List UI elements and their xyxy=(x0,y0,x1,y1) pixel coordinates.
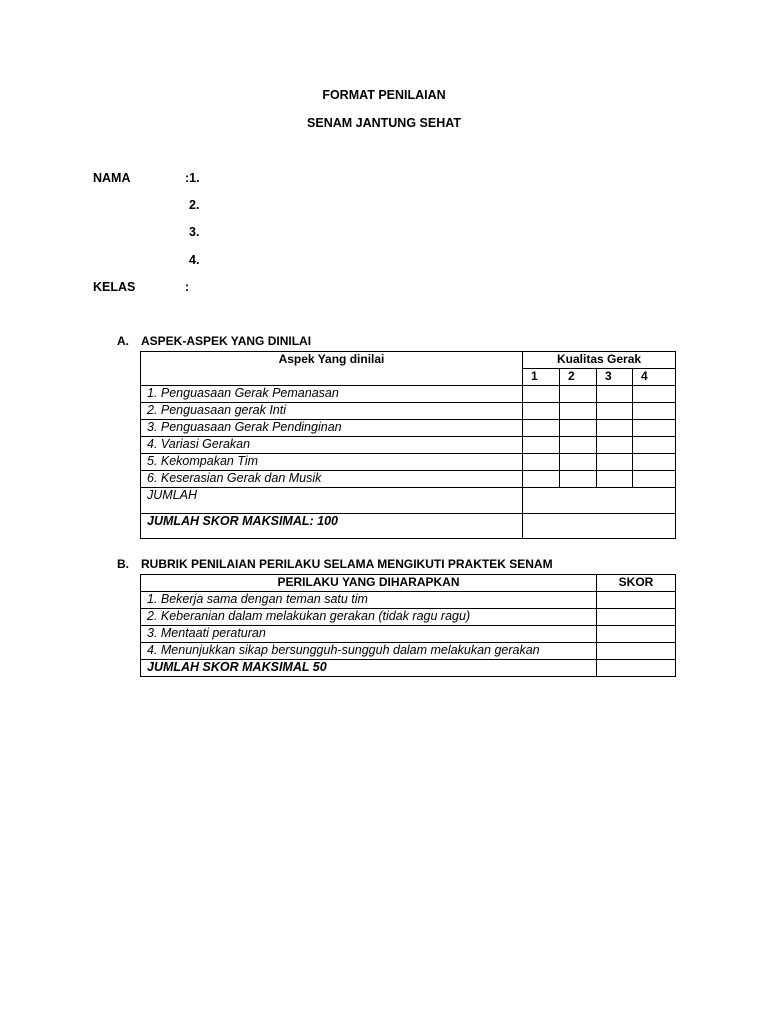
nama-member-4: 4. xyxy=(189,253,200,267)
nama-label: NAMA xyxy=(93,171,131,185)
score-cell[interactable] xyxy=(597,454,633,471)
quality-column-header: Kualitas Gerak xyxy=(523,352,676,369)
table-row xyxy=(141,626,676,643)
score-cell[interactable] xyxy=(597,420,633,437)
max-score-label-b: JUMLAH SKOR MAKSIMAL 50 xyxy=(141,660,597,677)
score-cell[interactable] xyxy=(560,437,597,454)
score-cell[interactable] xyxy=(560,386,597,403)
quality-level-4: 4 xyxy=(633,369,676,386)
kelas-label: KELAS xyxy=(93,280,136,294)
max-score-label: JUMLAH SKOR MAKSIMAL: 100 xyxy=(141,514,523,539)
score-cell[interactable] xyxy=(597,471,633,488)
score-cell[interactable] xyxy=(597,626,676,643)
score-cell[interactable] xyxy=(523,420,560,437)
section-b-title: RUBRIK PENILAIAN PERILAKU SELAMA MENGIKUTI PRAKTEK SENAM xyxy=(141,557,553,571)
aspect-item-3: 3. Penguasaan Gerak Pendinginan xyxy=(141,420,523,437)
score-cell[interactable] xyxy=(633,437,676,454)
max-score-cell[interactable] xyxy=(523,514,676,539)
aspect-item-1: 1. Penguasaan Gerak Pemanasan xyxy=(141,386,523,403)
score-cell[interactable] xyxy=(633,403,676,420)
score-cell[interactable] xyxy=(633,420,676,437)
aspect-column-header: Aspek Yang dinilai xyxy=(141,352,523,386)
behavior-column-header: PERILAKU YANG DIHARAPKAN xyxy=(141,575,597,592)
behavior-item-4: 4. Menunjukkan sikap bersungguh-sungguh dalam melakukan gerakan xyxy=(141,643,597,660)
total-cell[interactable] xyxy=(523,488,676,514)
score-cell[interactable] xyxy=(597,592,676,609)
score-cell[interactable] xyxy=(597,643,676,660)
table-row xyxy=(141,386,676,403)
score-cell[interactable] xyxy=(597,660,676,677)
aspect-item-4: 4. Variasi Gerakan xyxy=(141,437,523,454)
behavior-item-3: 3. Mentaati peraturan xyxy=(141,626,597,643)
score-cell[interactable] xyxy=(523,386,560,403)
score-cell[interactable] xyxy=(523,471,560,488)
kelas-colon: : xyxy=(185,280,190,294)
score-cell[interactable] xyxy=(560,454,597,471)
aspect-item-5: 5. Kekompakan Tim xyxy=(141,454,523,471)
score-cell[interactable] xyxy=(633,454,676,471)
score-cell[interactable] xyxy=(597,609,676,626)
aspect-item-6: 6. Keserasian Gerak dan Musik xyxy=(141,471,523,488)
aspect-table xyxy=(140,351,676,539)
nama-member-1: :1. xyxy=(185,171,200,185)
score-cell[interactable] xyxy=(597,403,633,420)
quality-level-1: 1 xyxy=(523,369,560,386)
quality-level-3: 3 xyxy=(597,369,633,386)
score-column-header: SKOR xyxy=(597,575,676,592)
table-row xyxy=(141,609,676,626)
table-row xyxy=(141,454,676,471)
quality-level-2: 2 xyxy=(560,369,597,386)
nama-member-2: 2. xyxy=(189,198,200,212)
page-subtitle: SENAM JANTUNG SEHAT xyxy=(307,116,461,130)
score-cell[interactable] xyxy=(523,454,560,471)
score-cell[interactable] xyxy=(633,386,676,403)
behavior-item-2: 2. Keberanian dalam melakukan gerakan (tidak ragu ragu) xyxy=(141,609,597,626)
table-row xyxy=(141,592,676,609)
section-a-letter: A. xyxy=(117,334,129,348)
score-cell[interactable] xyxy=(597,386,633,403)
score-cell[interactable] xyxy=(560,471,597,488)
score-cell[interactable] xyxy=(523,437,560,454)
score-cell[interactable] xyxy=(560,403,597,420)
section-a-title: ASPEK-ASPEK YANG DINILAI xyxy=(141,334,312,348)
table-row xyxy=(141,437,676,454)
section-a-heading xyxy=(117,334,311,348)
nama-member-3: 3. xyxy=(189,225,200,239)
score-cell[interactable] xyxy=(597,437,633,454)
table-row xyxy=(141,514,676,539)
aspect-item-2: 2. Penguasaan gerak Inti xyxy=(141,403,523,420)
section-b-heading xyxy=(117,557,553,571)
section-b-letter: B. xyxy=(117,557,129,571)
table-row xyxy=(141,643,676,660)
table-row xyxy=(141,420,676,437)
score-cell[interactable] xyxy=(633,471,676,488)
score-cell[interactable] xyxy=(523,403,560,420)
score-cell[interactable] xyxy=(560,420,597,437)
page-title: FORMAT PENILAIAN xyxy=(322,88,446,102)
behavior-table xyxy=(140,574,676,677)
behavior-item-1: 1. Bekerja sama dengan teman satu tim xyxy=(141,592,597,609)
table-row xyxy=(141,403,676,420)
total-label: JUMLAH xyxy=(141,488,523,514)
table-row xyxy=(141,471,676,488)
table-row xyxy=(141,660,676,677)
table-row xyxy=(141,488,676,514)
